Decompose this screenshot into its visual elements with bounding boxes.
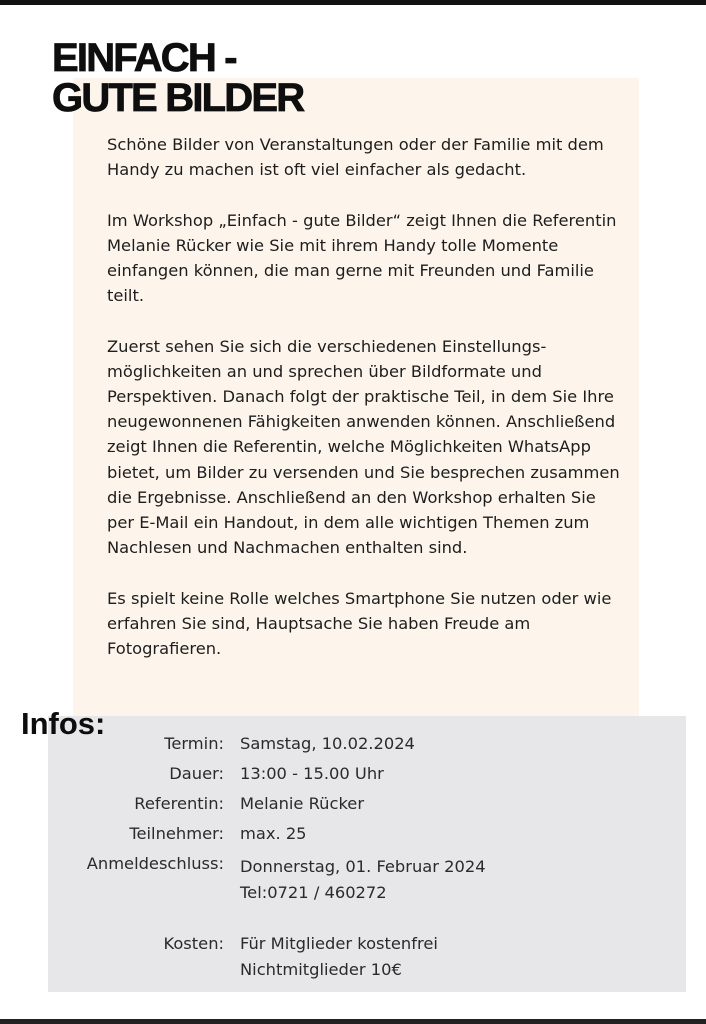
anmeldeschluss-value: Donnerstag, 01. Februar 2024 [240, 857, 486, 876]
paragraph-workshop: Im Workshop „Einfach - gute Bilder“ zeigt Ihnen die Referentin Melanie Rücker wie Sie mit ihrem Handy tolle Momente einfangen können, die man gerne mit Freunden und Familie teilt. [107, 210, 617, 306]
bottom-border [0, 1019, 706, 1024]
kosten-nichtmitglieder: Nichtmitglieder 10€ [240, 960, 402, 979]
kosten-label: Kosten: [163, 934, 224, 953]
dauer-label: Dauer: [169, 764, 224, 783]
termin-value: Samstag, 10.02.2024 [240, 734, 415, 753]
headline-line-2: GUTE BILDER [52, 76, 304, 120]
description [107, 132, 627, 686]
termin-label: Termin: [164, 734, 224, 753]
referentin-label: Referentin: [134, 794, 224, 813]
paragraph-closing: Es spielt keine Rolle welches Smartphone Sie nutzen oder wie erfahren Sie sind, Hauptsache Sie haben Freude am Fotografieren. [107, 588, 612, 659]
teilnehmer-value: max. 25 [240, 824, 307, 843]
teilnehmer-label: Teilnehmer: [129, 824, 224, 843]
anmeldeschluss-label: Anmeldeschluss: [86, 854, 224, 873]
referentin-value: Melanie Rücker [240, 794, 365, 813]
infos-title: Infos: [21, 706, 106, 741]
headline-line-1: EINFACH - [52, 36, 236, 80]
top-border [0, 0, 706, 5]
kosten-mitglieder: Für Mitglieder kostenfrei [240, 934, 438, 953]
telefon-value: Tel:0721 / 460272 [240, 883, 387, 902]
paragraph-intro: Schöne Bilder von Veranstaltungen oder der Familie mit dem Handy zu machen ist oft viel einfacher als gedacht. [107, 135, 604, 180]
headline [52, 38, 303, 118]
dauer-value: 13:00 - 15.00 Uhr [240, 764, 384, 783]
paragraph-details: Zuerst sehen Sie sich die verschiedenen Einstellungs-möglichkeiten an und sprechen über Bildformate und Perspektiven. Danach folgt der praktische Teil, in dem Sie Ihre neugewonnenen Fähigkeiten anwenden können. Anschließend zeigt Ihnen die Referentin, welche Möglichkeiten WhatsApp bietet, um Bilder zu versenden und Sie besprechen zusammen die Ergebnisse. Anschließend an den Workshop erhalten Sie per E-Mail ein Handout, in dem alle wichtigen Themen zum Nachlesen und Nachmachen enthalten sind. [107, 336, 620, 558]
